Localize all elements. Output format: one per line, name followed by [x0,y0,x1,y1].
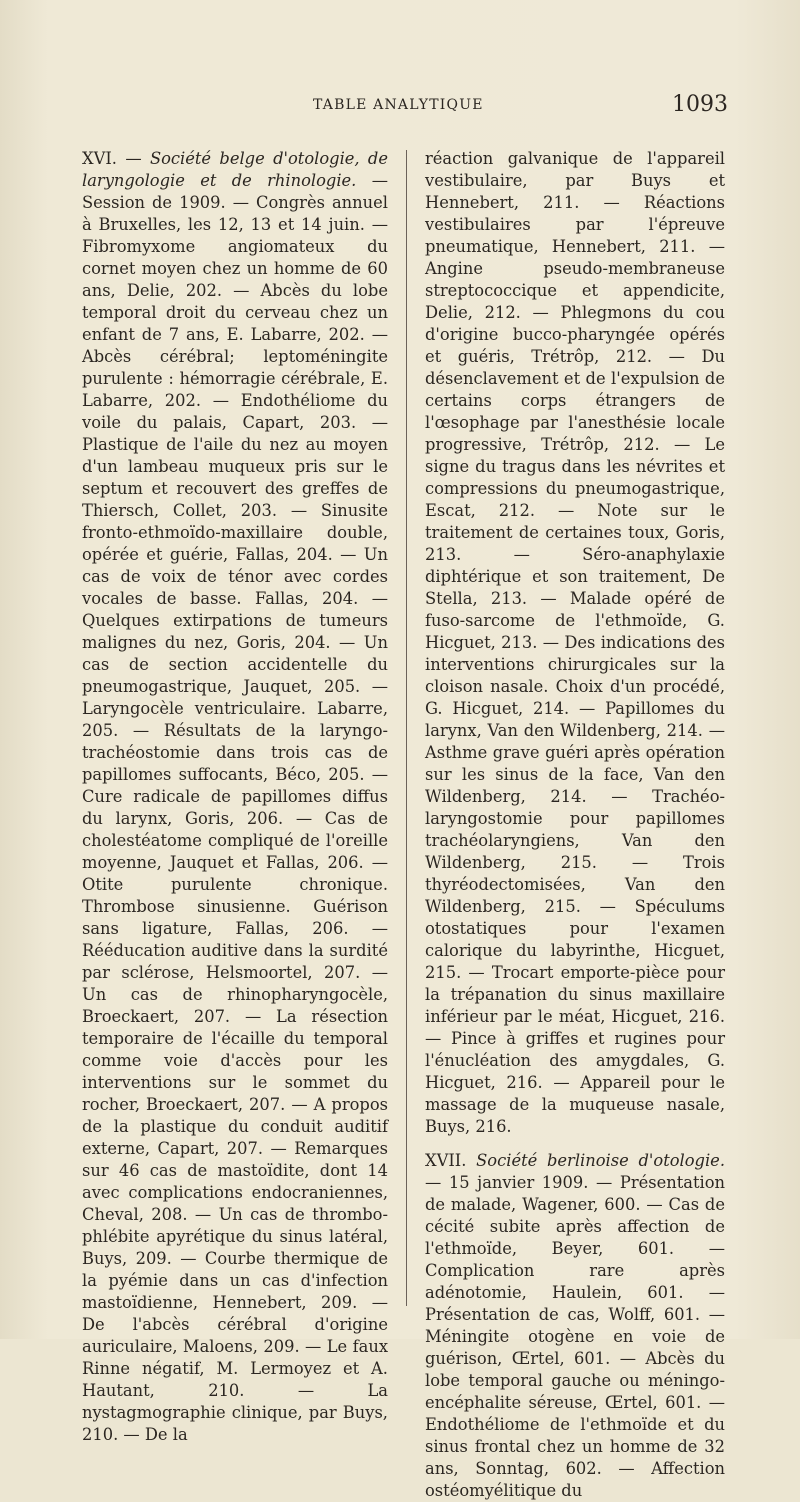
section-xvii [425,1150,725,1502]
column-divider [406,150,407,1306]
right-column [425,148,725,1502]
section-xvii-text: — 15 janvier 1909. — Présentation de malade, Wagener, 600. — Cas de cécité subite après affection de l'ethmoïde, Beyer, 601. — Complication rare après adénotomie, Haulein, 601. — Présentation de cas, Wolff, 601. — Méningite otogène en voie de guérison, Œrtel, 601. — Abcès du lobe temporal gauche ou méningo-encéphalite séreuse, Œrtel, 601. — Endothéliome de l'ethmoïde et du sinus frontal chez un homme de 32 ans, Sonntag, 602. — Affection ostéomyélitique du [425,1173,725,1500]
section-xvi-society: — Société belge d'otologie, de laryngologie et de rhinologie. [82,149,388,190]
section-xvi-continued: réaction galvanique de l'appareil vestibulaire, par Buys et Hennebert, 211. — Réactions vestibulaires par l'épreuve pneumatique, Hennebert, 211. — Angine pseudo-membraneuse streptococcique et appendicite, Delie, 212. — Phlegmons du cou d'origine bucco-pharyngée opérés et guéris, Trétrôp, 212. — Du désenclavement et de l'expulsion de certains corps étrangers de l'œsophage par l'anesthésie locale progressive, Trétrôp, 212. — Le signe du tragus dans les névrites et compressions du pneumogastrique, Escat, 212. — Note sur le traitement de certaines toux, Goris, 213. — Séro-anaphylaxie diphtérique et son traitement, De Stella, 213. — Malade opéré de fuso-sarcome de l'ethmoïde, G. Hicguet, 213. — Des indications des interventions chirurgicales sur la cloison nasale. Choix d'un procédé, G. Hicguet, 214. — Papillomes du larynx, Van den Wildenberg, 214. — Asthme grave guéri après opération sur les sinus de la face, Van den Wildenberg, 214. — Trachéo-laryngostomie pour papillomes trachéolaryngiens, Van den Wildenberg, 215. — Trois thyréodectomisées, Van den Wildenberg, 215. — Spéculums otostatiques pour l'examen calorique du labyrinthe, Hicguet, 215. — Trocart emporte-pièce pour la trépanation du sinus maxillaire inférieur par le méat, Hicguet, 216. — Pince à griffes et rugines pour l'énucléation des amygdales, G. Hicguet, 216. — Appareil pour le massage de la muqueuse nasale, Buys, 216. [425,149,725,1136]
section-xvii-number: XVII. [425,1151,467,1170]
section-xvii-society: Société berlinoise d'otologie. [476,1151,725,1170]
running-head: TABLE ANALYTIQUE [313,97,484,113]
section-xvi-number: XVI. [82,149,117,168]
left-column [82,148,388,1446]
page-number: 1093 [672,92,728,117]
section-xvi-text: — Session de 1909. — Congrès annuel à Bruxelles, les 12, 13 et 14 juin. — Fibromyxome angiomateux du cornet moyen chez un homme de 60 ans, Delie, 202. — Abcès du lobe temporal droit du cerveau chez un enfant de 7 ans, E. Labarre, 202. — Abcès cérébral; leptoméningite purulente : hémorragie cérébrale, E. Labarre, 202. — Endothéliome du voile du palais, Capart, 203. — Plastique de l'aile du nez au moyen d'un lambeau muqueux pris sur le septum et recouvert des greffes de Thiersch, Collet, 203. — Sinusite fronto-ethmoïdo-maxillaire double, opérée et guérie, Fallas, 204. — Un cas de voix de ténor avec cordes vocales de basse. Fallas, 204. — Quelques extirpations de tumeurs malignes du nez, Goris, 204. — Un cas de section accidentelle du pneumogastrique, Jauquet, 205. — Laryngocèle ventriculaire. Labarre, 205. — Résultats de la laryngo-trachéostomie dans trois cas de papillomes suffocants, Béco, 205. — Cure radicale de papillomes diffus du larynx, Goris, 206. — Cas de cholestéatome compliqué de l'oreille moyenne, Jauquet et Fallas, 206. — Otite purulente chronique. Thrombose sinusienne. Guérison sans ligature, Fallas, 206. — Rééducation auditive dans la surdité par sclérose, Helsmoortel, 207. — Un cas de rhinopharyngocèle, Broeckaert, 207. — La résection temporaire de l'écaille du temporal comme voie d'accès pour les interventions sur le sommet du rocher, Broeckaert, 207. — A propos de la plastique du conduit auditif externe, Capart, 207. — Remarques sur 46 cas de mastoïdite, dont 14 avec complications endocraniennes, Cheval, 208. — Un cas de thrombo-phlébite apyrétique du sinus latéral, Buys, 209. — Courbe thermique de la pyémie dans un cas d'infection mastoïdienne, Hennebert, 209. — De l'abcès cérébral d'origine auriculaire, Maloens, 209. — Le faux Rinne négatif, M. Lermoyez et A. Hautant, 210. — La nystagmographie clinique, par Buys, 210. — De la [82,171,388,1444]
section-xvi [82,148,388,1446]
